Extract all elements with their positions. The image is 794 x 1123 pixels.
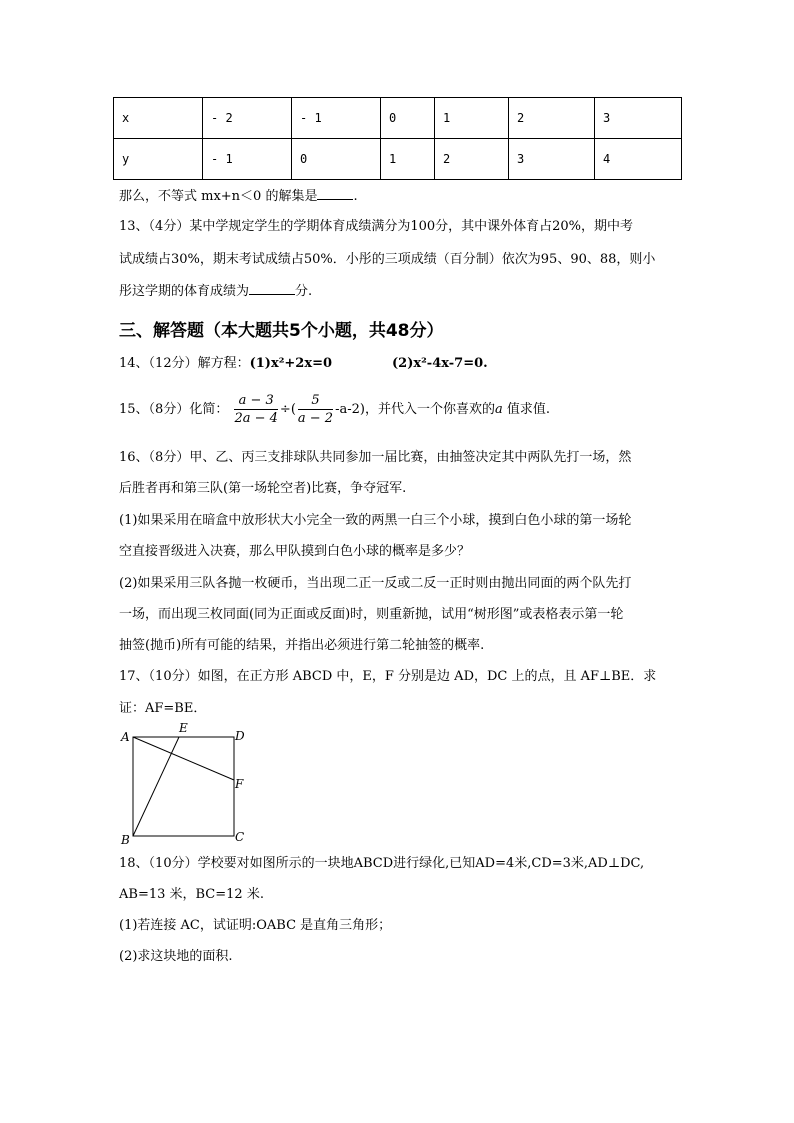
answer-blank <box>317 199 353 200</box>
fraction-2 <box>298 392 333 427</box>
table-cell: x <box>114 98 203 139</box>
table-cell: - 1 <box>203 139 292 180</box>
q15-prefix: 15、（8分）化简： <box>119 402 229 417</box>
q15-operator: ÷( <box>279 402 296 417</box>
q16-line-7: 抽签(抛币)所有可能的结果，并指出必须进行第二轮抽签的概率. <box>119 638 485 653</box>
table-cell: - 1 <box>292 98 381 139</box>
q13-line-1: 13、（4分）某中学规定学生的学期体育成绩满分为100分，其中课外体育占20%，期中考 <box>119 219 634 234</box>
xy-value-table <box>113 97 682 180</box>
fraction-2-denominator: a − 2 <box>297 411 334 426</box>
q15-variable: a <box>494 402 503 417</box>
label-e: E <box>179 721 188 735</box>
q14-line <box>119 355 488 373</box>
table-row-y <box>114 139 682 180</box>
q16-line-1: 16、（8分）甲、乙、丙三支排球队共同参加一届比赛，由抽签决定其中两队先打一场，然 <box>119 450 632 465</box>
label-d: D <box>235 729 245 743</box>
q15-suffix: -a-2)，并代入一个你喜欢的 <box>335 402 495 417</box>
q14-prefix: 14、（12分）解方程： <box>119 356 250 371</box>
q18-line-1: 18、（10分）学校要对如图所示的一块地ABCD进行绿化,已知AD=4米,CD=3米,AD⊥DC, <box>119 856 645 871</box>
fraction-1 <box>234 392 277 427</box>
q13-line-2: 试成绩占30%，期末考试成绩占50%．小彤的三项成绩（百分制）依次为95、90、88，则小 <box>119 252 656 267</box>
table-cell: 0 <box>292 139 381 180</box>
fraction-1-denominator: 2a − 4 <box>234 411 278 426</box>
q12-text: 那么，不等式 mx+n＜0 的解集是 <box>119 189 318 204</box>
q17-line-1: 17、（10分）如图，在正方形 ABCD 中，E，F 分别是边 AD，DC 上的点，且 AF⊥BE．求 <box>119 669 657 684</box>
table-cell: 1 <box>381 139 435 180</box>
table-cell: - 2 <box>203 98 292 139</box>
q14-equation-2: (2)x²-4x-7=0. <box>392 356 488 371</box>
segment-be <box>133 737 179 836</box>
q18-line-3: (1)若连接 AC，试证明:OABC 是直角三角形； <box>119 918 392 933</box>
q15-line <box>119 392 550 432</box>
table-cell: y <box>114 139 203 180</box>
q18-line-4: (2)求这块地的面积. <box>119 949 233 964</box>
table-cell: 0 <box>381 98 435 139</box>
table-cell: 2 <box>509 98 595 139</box>
q12-tail <box>119 188 358 206</box>
q13-unit: 分. <box>295 284 313 299</box>
q13-line-3 <box>119 283 312 301</box>
fraction-2-numerator: 5 <box>298 392 333 410</box>
table-cell: 3 <box>595 98 682 139</box>
q16-line-5: (2)如果采用三队各抛一枚硬币，当出现二正一反或二反一正时则由抛出同面的两个队先打 <box>119 576 632 591</box>
section-heading: 三、解答题（本大题共5个小题，共48分） <box>119 321 444 341</box>
q15-suffix-end: 值求值. <box>502 402 550 417</box>
label-b: B <box>121 833 130 847</box>
q14-equation-1: (1)x²+2x=0 <box>249 356 333 371</box>
q17-line-2: 证：AF=BE． <box>119 701 207 716</box>
label-a: A <box>121 730 130 744</box>
table-cell: 4 <box>595 139 682 180</box>
q16-line-3: (1)如果采用在暗盒中放形状大小完全一致的两黑一白三个小球，摸到白色小球的第一场轮 <box>119 513 632 528</box>
answer-blank <box>249 294 295 295</box>
q16-line-2: 后胜者再和第三队(第一场轮空者)比赛，争夺冠军. <box>119 481 407 496</box>
label-f: F <box>235 777 244 791</box>
table-cell: 1 <box>435 98 509 139</box>
fraction-1-numerator: a − 3 <box>234 392 277 410</box>
q18-line-2: AB=13 米，BC=12 米. <box>119 887 264 902</box>
q13-text: 彤这学期的体育成绩为 <box>119 284 250 299</box>
table-row-x <box>114 98 682 139</box>
table-cell: 2 <box>435 139 509 180</box>
q16-line-4: 空直接晋级进入决赛，那么甲队摸到白色小球的概率是多少？ <box>119 544 471 559</box>
table-cell: 3 <box>509 139 595 180</box>
q12-period: . <box>353 189 358 204</box>
square-abcd <box>133 737 234 836</box>
label-c: C <box>235 830 245 844</box>
q16-line-6: 一场，而出现三枚同面(同为正面或反面)时，则重新抛，试用“树形图”或表格表示第一轮 <box>119 607 624 622</box>
segment-af <box>133 737 234 780</box>
